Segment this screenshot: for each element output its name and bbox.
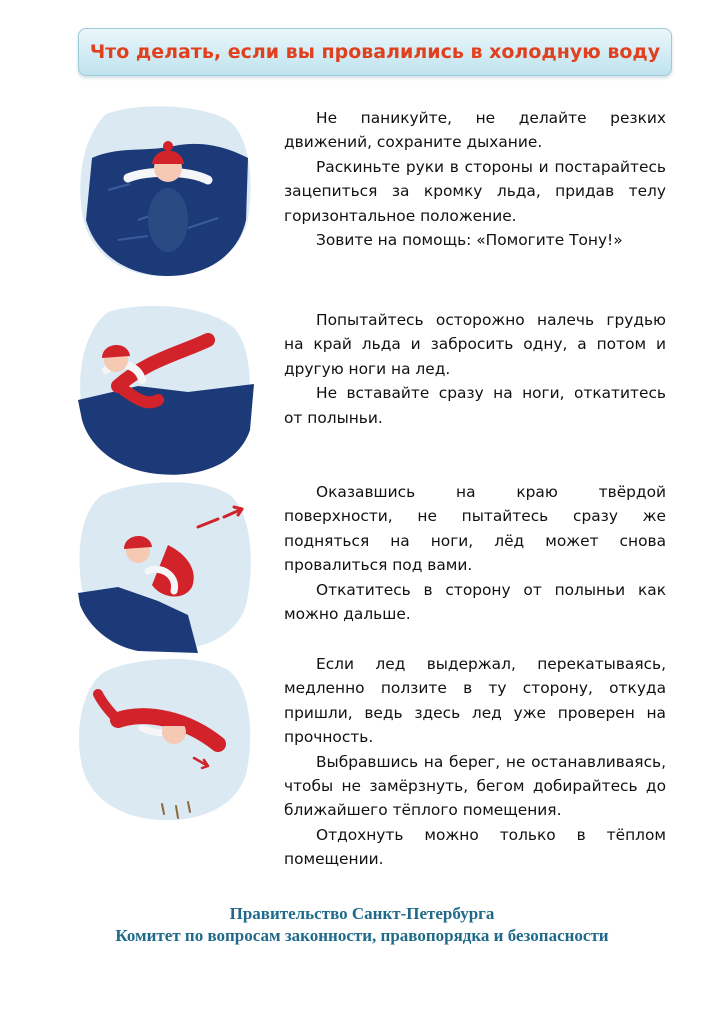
paragraph: Не вставайте сразу на ноги, откатитесь от полыньи. — [284, 384, 666, 427]
paragraph: Раскиньте руки в стороны и постарайтесь зацепиться за кромку льда, придав телу горизонтальное положение. — [284, 157, 666, 225]
illustration-person-in-ice-hole — [78, 100, 254, 278]
footer — [0, 903, 724, 947]
paragraph: Зовите на помощь: «Помогите Тону!» — [316, 231, 623, 250]
paragraph: Если лед выдержал, перекатываясь, медленно ползите в ту сторону, откуда пришли, ведь здесь лед уже проверен на прочность. — [284, 655, 666, 747]
step-3-text — [284, 480, 666, 626]
paragraph: Оказавшись на краю твёрдой поверхности, не пытайтесь сразу же подняться на ноги, лёд может снова провалиться под вами. — [284, 483, 666, 575]
illustration-rolling-away — [78, 475, 254, 653]
illustration-climbing-onto-ice — [78, 300, 254, 478]
illustration-crawling-to-shore — [78, 650, 254, 828]
title-banner — [78, 28, 672, 76]
step-1-text — [284, 106, 666, 252]
paragraph: Выбравшись на берег, не останавливаясь, чтобы не замёрзнуть, бегом добирайтесь до ближайшего тёплого помещения. — [284, 752, 666, 820]
step-2-text — [284, 308, 666, 430]
step-4-text — [284, 652, 666, 872]
footer-organization: Правительство Санкт-Петербурга — [229, 904, 495, 923]
paragraph: Откатитесь в сторону от полыньи как можно дальше. — [284, 580, 666, 624]
paragraph: Не паникуйте, не делайте резких движений, сохраните дыхание. — [284, 109, 666, 152]
paragraph: Отдохнуть можно только в тёплом помещении. — [284, 825, 666, 869]
paragraph: Попытайтесь осторожно налечь грудью на край льда и забросить одну, а потом и другую ноги на лед. — [284, 311, 666, 378]
page-title: Что делать, если вы провалились в холодную воду — [89, 41, 661, 63]
footer-committee: Комитет по вопросам законности, правопорядка и безопасности — [115, 926, 609, 945]
